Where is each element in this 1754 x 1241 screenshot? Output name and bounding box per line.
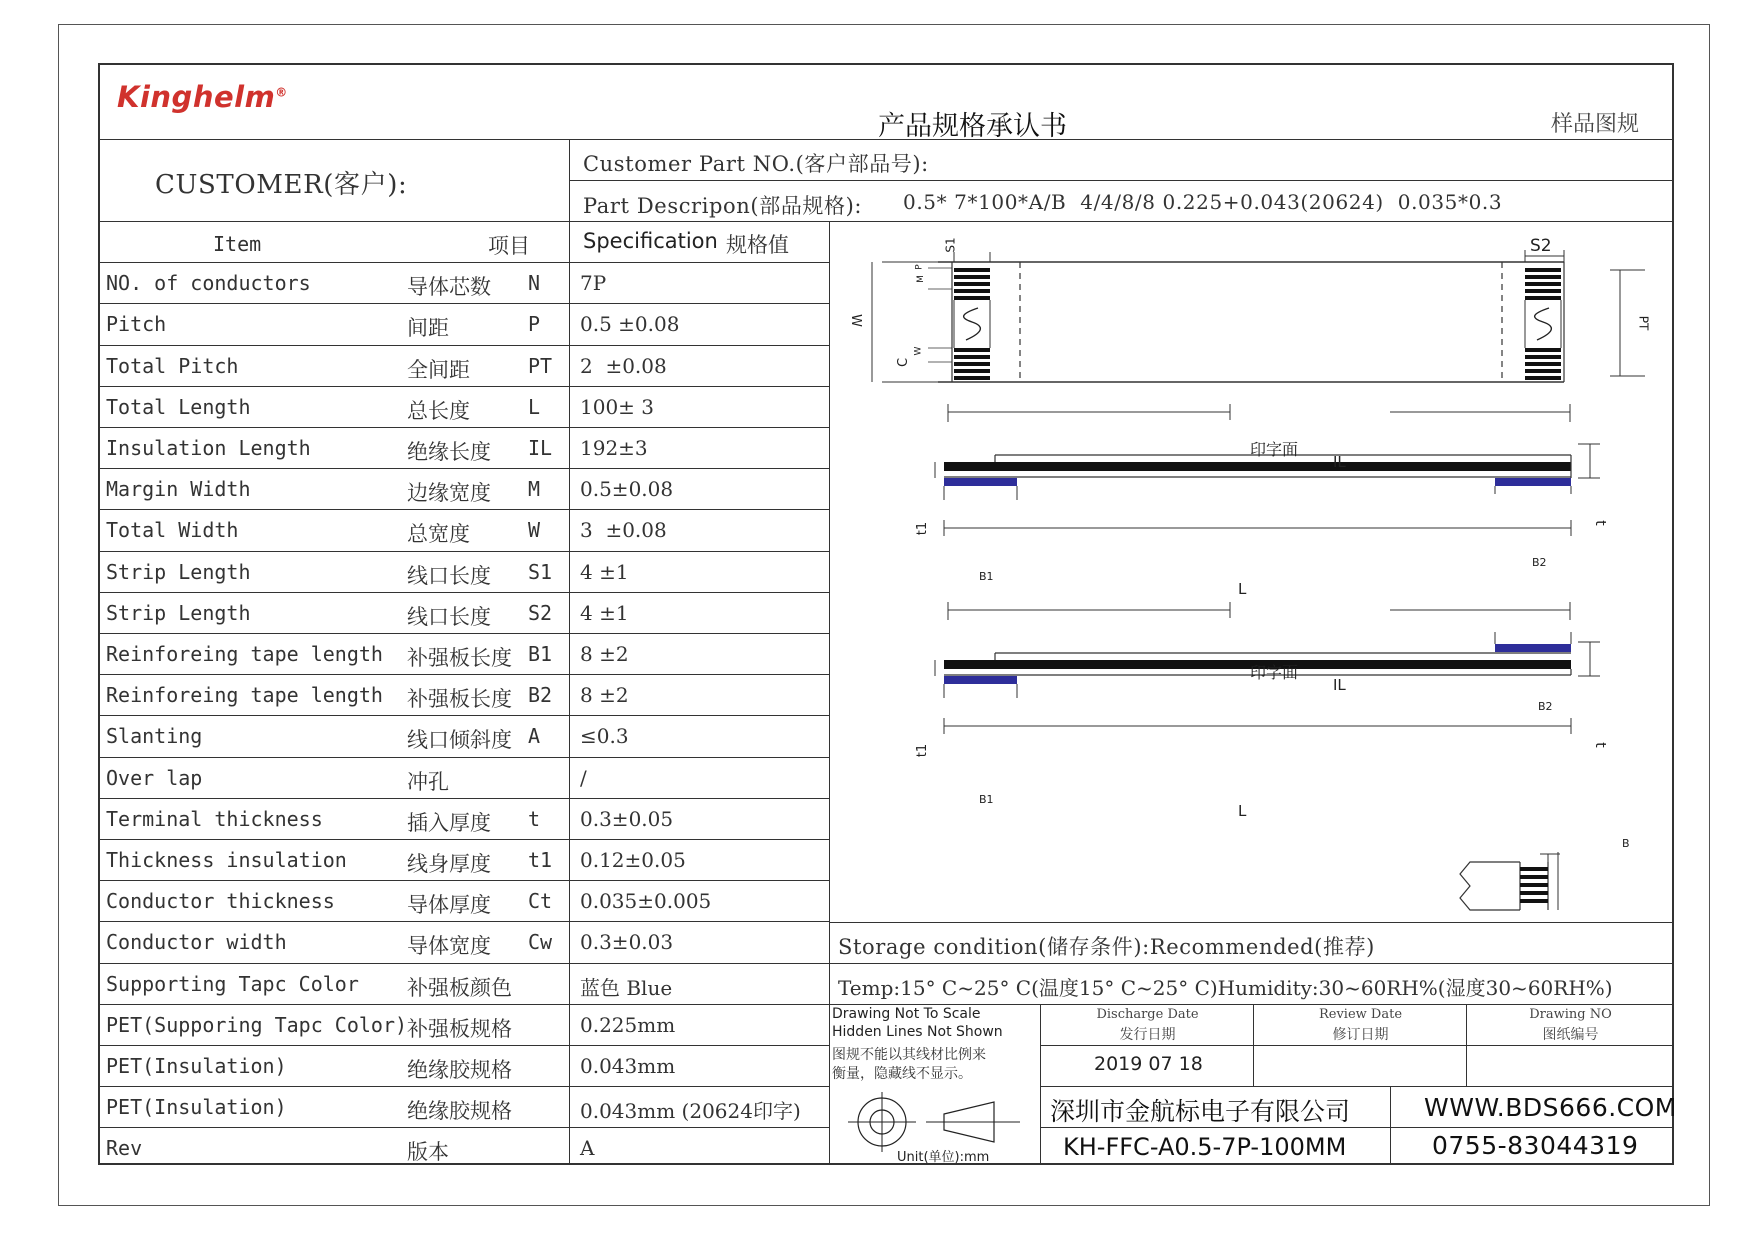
spec-row-line (99, 509, 830, 510)
spec-row-12-item-cn: 线口倾斜度 (407, 728, 512, 753)
customer-part-no-label: Customer Part NO.(客户部品号): (583, 152, 929, 176)
drawing-no-label-cn: 图纸编号 (1542, 1027, 1599, 1043)
customer-col-divider (569, 139, 570, 1165)
label-w: W (847, 314, 863, 327)
label-b1-b: B1 (979, 793, 994, 806)
spec-row-2-item: Pitch (106, 312, 167, 337)
label-pt: PT (1636, 315, 1651, 331)
spec-row-6-item: Margin Width (106, 477, 251, 502)
spec-row-15-symbol: t1 (528, 848, 553, 872)
spec-row-8-value: 4 ±1 (580, 559, 629, 584)
spec-row-18-value: 蓝色 Blue (580, 975, 673, 1000)
spec-row-10-symbol: B1 (528, 642, 553, 666)
title-block-col4 (1390, 1086, 1391, 1165)
spec-row-line (99, 468, 830, 469)
spec-row-21-item: PET(Insulation) (106, 1095, 287, 1120)
note-hidden-lines: Hidden Lines Not Shown (832, 1024, 1003, 1040)
spec-row-line (99, 592, 830, 593)
spec-row-2-symbol: P (528, 312, 541, 337)
label-b2-b: B2 (1538, 700, 1553, 713)
drawing-part-number: KH-FFC-A0.5-7P-100MM (1063, 1133, 1347, 1161)
company-phone: 0755-83044319 (1432, 1131, 1639, 1160)
title-block-row1 (1040, 1045, 1673, 1046)
spec-row-16-value: 0.035±0.005 (580, 889, 712, 914)
spec-row-11-symbol: B2 (528, 683, 553, 708)
spec-row-13-value: / (580, 765, 587, 790)
spec-row-line (99, 963, 830, 964)
spec-row-12-value: ≤0.3 (580, 724, 629, 749)
spec-row-19-item: PET(Supporing Tapc Color) (106, 1012, 408, 1037)
spec-row-4-symbol: L (528, 394, 541, 419)
spec-row-4-value: 100± 3 (580, 394, 655, 419)
label-b1-a: B1 (979, 570, 994, 583)
spec-row-17-symbol: Cw (528, 930, 553, 955)
company-website: WWW.BDS666.COM (1424, 1093, 1677, 1122)
spec-row-19-item-cn: 补强板规格 (407, 1016, 512, 1041)
spec-row-13-item-cn: 冲孔 (407, 769, 449, 794)
spec-row-5-item: Insulation Length (106, 436, 311, 460)
spec-row-line (99, 1086, 830, 1087)
label-t1-a: t1 (915, 521, 931, 536)
spec-row-line (99, 345, 830, 346)
label-s1: S1 (943, 237, 958, 253)
label-w-small: W (913, 346, 924, 356)
table-header-spec: Specification (583, 229, 718, 253)
spec-row-20-item-cn: 绝缘胶规格 (407, 1058, 512, 1082)
spec-row-14-item-cn: 插入厚度 (407, 810, 491, 835)
spec-row-line (99, 633, 830, 634)
spec-row-3-symbol: PT (528, 353, 553, 378)
spec-row-9-symbol: S2 (528, 600, 553, 625)
spec-row-1-item-cn: 导体芯数 (407, 275, 491, 300)
part-description-label: Part Descripon(部品规格): (583, 194, 863, 218)
spec-row-6-symbol: M (528, 477, 541, 502)
label-s2: S2 (1530, 236, 1552, 256)
spec-row-line (99, 1045, 830, 1046)
spec-row-22-item: Rev (106, 1136, 143, 1161)
table-header-item-cn: 项目 (488, 234, 530, 258)
spec-row-9-item: Strip Length (106, 600, 251, 625)
spec-row-12-symbol: A (528, 724, 541, 749)
table-header-spec-cn: 规格值 (726, 233, 789, 257)
review-date-label-cn: 修订日期 (1332, 1027, 1389, 1043)
note-cn-1: 图规不能以其线材比例来 (832, 1047, 986, 1063)
title-block-col2 (1253, 1004, 1254, 1086)
spec-row-3-value: 2 ±0.08 (580, 353, 667, 378)
spec-row-20-item: PET(Insulation) (106, 1054, 287, 1078)
spec-row-line (99, 839, 830, 840)
spec-row-22-value: A (580, 1136, 595, 1161)
document-title: 产品规格承认书 (878, 111, 1067, 142)
spec-row-14-value: 0.3±0.05 (580, 806, 674, 831)
spec-row-8-symbol: S1 (528, 559, 553, 584)
spec-row-22-item-cn: 版本 (407, 1140, 449, 1165)
spec-row-2-item-cn: 间距 (407, 316, 449, 341)
label-b: B (1622, 837, 1630, 850)
spec-row-15-item-cn: 线身厚度 (407, 852, 491, 876)
spec-row-4-item-cn: 总长度 (407, 398, 470, 423)
spec-row-12-item: Slanting (106, 724, 203, 749)
discharge-date-label-en: Discharge Date (1096, 1007, 1199, 1022)
label-t-b: t (1591, 742, 1608, 748)
title-block-top (830, 1004, 1673, 1005)
label-t1-b: t1 (915, 743, 931, 758)
spec-row-3-item-cn: 全间距 (407, 357, 470, 382)
spec-row-19-value: 0.225mm (580, 1012, 676, 1037)
spec-row-3-item: Total Pitch (106, 353, 239, 378)
title-block-row2 (1040, 1086, 1673, 1087)
storage-conditions: Temp:15° C~25° C(温度15° C~25° C)Humidity:30~60RH%(湿度30~60RH%) (838, 976, 1613, 1000)
spec-row-4-item: Total Length (106, 394, 251, 419)
spec-row-10-value: 8 ±2 (580, 642, 629, 666)
slanting-detail (1460, 852, 1560, 910)
spec-row-line (99, 551, 830, 552)
spec-row-line (99, 715, 830, 716)
label-l-b: L (1238, 802, 1247, 820)
spec-row-7-value: 3 ±0.08 (580, 518, 667, 543)
spec-row-16-item: Conductor thickness (106, 889, 335, 914)
spec-row-21-value: 0.043mm (20624印字) (580, 1099, 801, 1124)
label-il-a: IL (1333, 453, 1346, 471)
top-view (872, 250, 1645, 382)
spec-row-10-item-cn: 补强板长度 (407, 646, 512, 670)
drawing-no-label-en: Drawing NO (1529, 1007, 1612, 1022)
title-block-col3 (1466, 1004, 1467, 1086)
spec-row-14-item: Terminal thickness (106, 806, 323, 831)
note-cn-2: 衡量，隐藏线不显示。 (832, 1066, 972, 1082)
spec-row-1-value: 7P (580, 271, 607, 296)
spec-row-14-symbol: t (528, 806, 541, 831)
spec-row-16-item-cn: 导体厚度 (407, 893, 491, 918)
kinghelm-logo: Kinghelm® (117, 80, 288, 114)
part-no-divider (570, 180, 1673, 181)
part-description-value: 0.5* 7*100*A/B 4/4/8/8 0.225+0.043(20624) 0.035*0.3 (903, 190, 1503, 214)
spec-row-11-item: Reinforeing tape length (106, 683, 383, 708)
spec-row-10-item: Reinforeing tape length (106, 642, 383, 666)
table-header-item: Item (213, 232, 262, 256)
unit-label: Unit(单位):mm (897, 1150, 990, 1165)
company-name: 深圳市金航标电子有限公司 (1050, 1097, 1351, 1126)
spec-row-7-item-cn: 总宽度 (407, 522, 470, 547)
spec-row-line (99, 798, 830, 799)
spec-row-line (99, 1004, 830, 1005)
spec-row-5-item-cn: 绝缘长度 (407, 440, 491, 464)
spec-row-16-symbol: Ct (528, 889, 553, 914)
note-not-to-scale: Drawing Not To Scale (832, 1006, 981, 1022)
spec-row-6-value: 0.5±0.08 (580, 477, 674, 502)
spec-row-line (99, 880, 830, 881)
spec-row-11-item-cn: 补强板长度 (407, 687, 512, 712)
spec-row-11-value: 8 ±2 (580, 683, 629, 708)
discharge-date-label-cn: 发行日期 (1119, 1027, 1176, 1043)
spec-row-17-item-cn: 导体宽度 (407, 934, 491, 959)
spec-row-6-item-cn: 边缘宽度 (407, 481, 491, 506)
spec-row-line (99, 921, 830, 922)
spec-row-line (99, 1127, 830, 1128)
spec-row-17-value: 0.3±0.03 (580, 930, 674, 955)
header-divider (99, 139, 1673, 140)
document-type: 样品图规 (1551, 112, 1640, 137)
spec-row-9-item-cn: 线口长度 (407, 604, 491, 629)
spec-row-line (99, 427, 830, 428)
label-p: P (914, 264, 925, 270)
spec-row-5-symbol: IL (528, 436, 553, 460)
spec-row-17-item: Conductor width (106, 930, 287, 955)
label-t-a: t (1591, 520, 1608, 526)
spec-row-line (99, 386, 830, 387)
spec-row-8-item-cn: 线口长度 (407, 563, 491, 588)
spec-row-1-item: NO. of conductors (106, 271, 311, 296)
spec-row-15-item: Thickness insulation (106, 848, 347, 872)
storage-top-line (830, 922, 1673, 923)
title-block-col1 (1040, 1004, 1041, 1165)
spec-row-line (99, 674, 830, 675)
spec-row-13-item: Over lap (106, 765, 203, 790)
label-l-a: L (1238, 580, 1247, 598)
spec-row-8-item: Strip Length (106, 559, 251, 584)
review-date-label-en: Review Date (1318, 1007, 1403, 1022)
spec-row-18-item-cn: 补强板颜色 (407, 975, 512, 1000)
spec-row-2-value: 0.5 ±0.08 (580, 312, 680, 337)
discharge-date-value: 2019 07 18 (1094, 1053, 1203, 1075)
table-header-line (99, 262, 830, 263)
spec-row-7-item: Total Width (106, 518, 239, 543)
customer-label: CUSTOMER(客户): (155, 170, 408, 200)
spec-row-line (99, 757, 830, 758)
spec-row-18-item: Supporting Tapc Color (106, 971, 359, 996)
spec-row-5-value: 192±3 (580, 436, 648, 460)
label-il-b: IL (1333, 676, 1346, 694)
label-m: M (915, 275, 926, 283)
label-print-face-a: 印字面 (1250, 440, 1299, 459)
spec-row-20-value: 0.043mm (580, 1054, 676, 1078)
spec-row-7-symbol: W (528, 518, 541, 543)
spec-row-1-symbol: N (528, 271, 541, 296)
spec-row-9-value: 4 ±1 (580, 600, 629, 625)
ffc-cable-drawing (830, 222, 1673, 922)
spec-row-21-item-cn: 绝缘胶规格 (407, 1099, 512, 1124)
spec-row-line (99, 303, 830, 304)
label-c: C (896, 357, 912, 368)
storage-title: Storage condition(储存条件):Recommended(推荐) (838, 935, 1375, 959)
spec-row-15-value: 0.12±0.05 (580, 848, 686, 872)
label-b2-a: B2 (1532, 556, 1547, 569)
label-print-face-b: 印字面 (1250, 663, 1299, 682)
side-view-a (935, 404, 1600, 536)
storage-mid-line (830, 963, 1673, 964)
